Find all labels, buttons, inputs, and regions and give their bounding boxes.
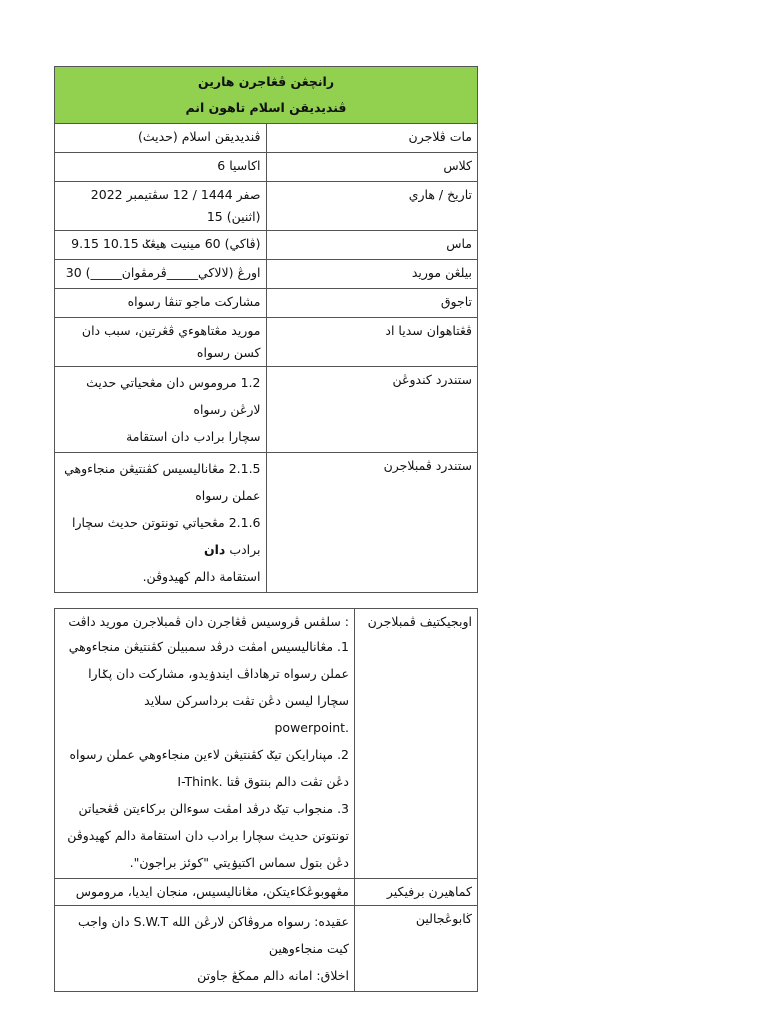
objective-1-line-4: .powerpoint — [274, 720, 349, 735]
integration-line-3: اخلاق: امانه دالم ممڬڠ جاوتن — [197, 968, 349, 983]
label-integration: ڬابوڠجالين — [355, 906, 478, 992]
label-thinking-skills: كماهيرن برفيكير — [355, 879, 478, 906]
label-date: تاريخ / هاري — [266, 182, 478, 231]
value-prior-knowledge: موريد مڠتاهوءي ڤڠرتين، سبب دان كسن رسواه — [55, 318, 267, 367]
value-student-count: اورڠ (لالاكي_____ڤرمڤوان_____) 30 — [55, 260, 267, 289]
row-student-count — [55, 260, 478, 289]
learning-standard-line-2 — [60, 509, 261, 563]
value-content-standard — [55, 367, 267, 453]
row-time — [55, 231, 478, 260]
row-subject — [55, 124, 478, 153]
value-objectives — [55, 609, 355, 879]
label-time: ماس — [266, 231, 478, 260]
objective-1-line-3: سچارا ليسن دڠن تڤت برداسركن سلايد — [144, 693, 349, 708]
label-learning-standard: ستندرد ڤمبلاجرن — [266, 453, 478, 593]
value-integration — [55, 906, 355, 992]
integration-line-1: عقيده: رسواه مروڤاكن لارڠن الله S.W.T دان واجب — [77, 914, 349, 929]
row-topic — [55, 289, 478, 318]
objective-1-line-1: 1. مڠاناليسيس امڤت درڤد سمبيلن كڤنتيڠن منجاءوهي — [68, 639, 349, 654]
objective-2-line-1: 2. مڽنارايكن تيݢ كڤنتيڠن لاءين منجاءوهي عملن رسواه — [69, 747, 349, 762]
plan-title: رانچڠن ڤڠاجرن هارين — [197, 74, 335, 89]
label-class: كلاس — [266, 153, 478, 182]
value-date: صفر 1444 / 12 سڤتيمبر 2022 (اثنين) 15 — [55, 182, 267, 231]
plan-title-cell — [55, 67, 478, 124]
value-class: اكاسيا 6 — [55, 153, 267, 182]
row-prior-knowledge — [55, 318, 478, 367]
lesson-plan-header-table — [54, 66, 478, 593]
objective-2-line-2: دڠن تڤت دالم بنتوق ڤتا .I-Think — [177, 774, 349, 789]
objectives-intro: : سلڤس ڤروسيس ڤڠاجرن دان ڤمبلاجرن موريد داڤت — [68, 614, 349, 629]
learning-standard-line-1: 2.1.5 مڠاناليسيس كڤنتيڠن منجاءوهي عملن رسواه — [64, 461, 261, 503]
objective-3-line-1: 3. منجواب تيݢ درڤد امڤت سوءالن بركاءيتن ڤڠحياتن — [78, 801, 349, 816]
row-content-standard — [55, 367, 478, 453]
row-class — [55, 153, 478, 182]
content-standard-line-2: سچارا برادب دان استقامة — [126, 429, 261, 444]
label-objectives: اوبجيكتيف ڤمبلاجرن — [355, 609, 478, 879]
lesson-plan-objectives-table — [54, 608, 478, 992]
content-standard-line-1: 1.2 مروموس دان مڠحياتي حديث لارڠن رسواه — [86, 375, 261, 417]
row-thinking-skills — [55, 879, 478, 906]
learning-standard-line-3: استقامة دالم كهيدوڤن. — [142, 569, 261, 584]
learning-standard-line-2-bold: دان — [203, 542, 226, 557]
value-thinking-skills: مڠهوبوڠكاءيتكن، مڠاناليسيس، منجان ايديا، مروموس — [55, 879, 355, 906]
label-student-count: بيلڠن موريد — [266, 260, 478, 289]
row-date — [55, 182, 478, 231]
label-topic: تاجوق — [266, 289, 478, 318]
value-learning-standard — [55, 453, 267, 593]
value-topic: مشاركت ماجو تنڤا رسواه — [55, 289, 267, 318]
learning-standard-line-2-text: 2.1.6 مڠحياتي تونتوتن حديث سچارا برادب — [71, 515, 261, 557]
row-objectives — [55, 609, 478, 879]
row-learning-standard — [55, 453, 478, 593]
label-content-standard: ستندرد كندوڠن — [266, 367, 478, 453]
integration-line-2: كيت منجاءوهين — [268, 941, 349, 956]
row-integration — [55, 906, 478, 992]
label-subject: مات ڤلاجرن — [266, 124, 478, 153]
objective-1-line-2: عملن رسواه تره‍اداڤ ايندۏيدو، مشاركت دان ڽݢارا — [88, 666, 349, 681]
objective-3-line-2: تونتوتن حديث سچارا برادب دان استقامة دالم كهيدوڤن — [67, 828, 349, 843]
label-prior-knowledge: ڤڠتاهوان سديا اد — [266, 318, 478, 367]
value-subject: ڤنديديقن اسلام (حديث) — [55, 124, 267, 153]
value-time: (ڤاكي) 60 مينيت هيڠݢ 10.15 9.15 — [55, 231, 267, 260]
objective-3-line-3: دڠن بتول سماس اكتيۏيتي "كوئز براجون". — [129, 855, 349, 870]
plan-subtitle: ڤنديديقن اسلام تاهون انم — [185, 100, 347, 115]
